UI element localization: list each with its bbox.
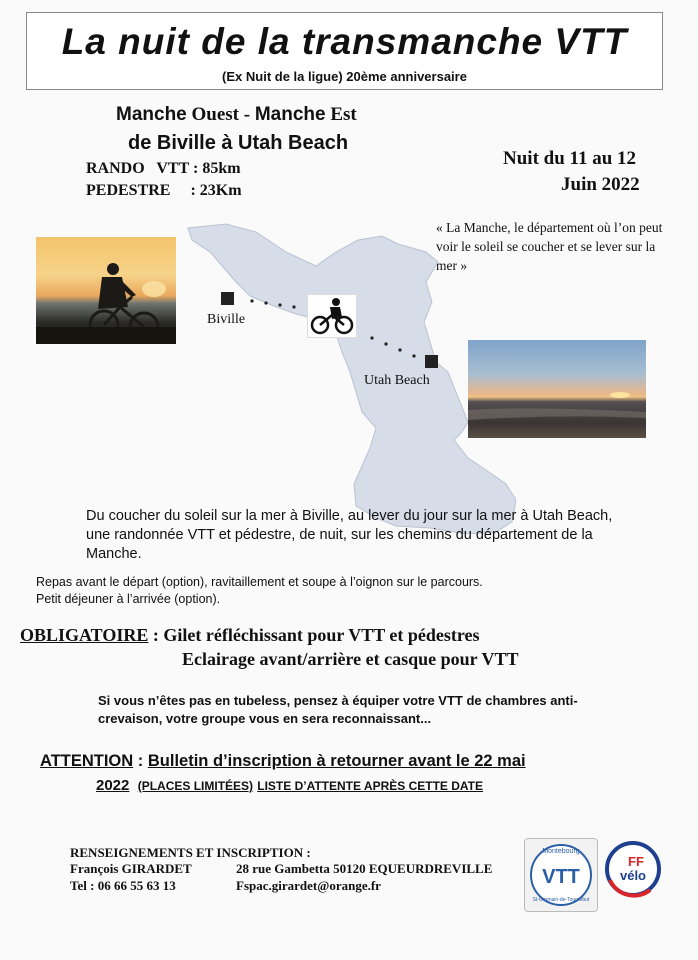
tubeless-advice: Si vous n’êtes pas en tubeless, pensez à équiper votre VTT de chambres anti-crevaison, votre groupe vous en sera reconnaissant... [98, 693, 578, 726]
sunrise-icon [468, 340, 646, 438]
obligatoire-text-1: : Gilet réfléchissant pour VTT et pédestres [148, 625, 480, 645]
sunset-cyclist-photo [36, 237, 176, 344]
pedestre-distance: PEDESTRE : 23Km [86, 182, 242, 199]
quote: « La Manche, le département où l’on peut voir le soleil se coucher et se lever sur la mer » [436, 220, 663, 273]
date-line-2: Juin 2022 [561, 174, 640, 195]
contact-tel: Tel : 06 66 55 63 13 [70, 878, 176, 893]
biville-label: Biville [207, 312, 246, 327]
route-line-1 [116, 104, 357, 126]
repas-line-2: Petit déjeuner à l’arrivée (option). [36, 592, 221, 606]
contact-name: François GIRARDET [70, 861, 192, 876]
utah-beach-marker [425, 355, 438, 368]
route-line-2: de Biville à Utah Beach [128, 132, 349, 154]
poster-subtitle: (Ex Nuit de la ligue) 20ème anniversaire [222, 69, 467, 84]
attention-line-2 [96, 777, 483, 794]
route-east-label: Est [325, 104, 357, 125]
repas-info [36, 574, 656, 608]
date-line-1: Nuit du 11 au 12 [503, 148, 637, 169]
club-main-text: VTT [542, 866, 580, 888]
repas-line-1: Repas avant le départ (option), ravitaillement et soupe à l’oignon sur le parcours. [36, 575, 483, 589]
description: Du coucher du soleil sur la mer à Biville, au lever du jour sur la mer à Utah Beach, une randonnée VTT et pédestre, de nuit, sur les chemins du département de la Manche. [86, 508, 613, 562]
obligatoire-line-1 [20, 625, 480, 646]
club-vtt-logo [524, 838, 598, 912]
attention-year: 2022 [96, 777, 130, 794]
attention-places: (PLACES LIMITÉES) [137, 779, 254, 793]
ff-velo-logo [604, 840, 662, 898]
route-manche-east: Manche [254, 104, 326, 125]
manche-department-shape [188, 224, 516, 534]
manche-map [186, 222, 516, 534]
contact-heading: RENSEIGNEMENTS ET INSCRIPTION : [70, 845, 311, 860]
utah-beach-label: Utah Beach [364, 373, 430, 388]
cyclist-silhouette-icon [36, 237, 176, 344]
contact-address: 28 rue Gambetta 50120 EQUEURDREVILLE [236, 861, 493, 876]
obligatoire-line-2: Eclairage avant/arrière et casque pour VTT [182, 649, 519, 669]
contact-email[interactable]: Fspac.girardet@orange.fr [236, 878, 381, 893]
rando-distance: RANDO VTT : 85km [86, 160, 241, 177]
ff-text: FF [628, 854, 644, 869]
attention-line-1 [40, 752, 526, 771]
club-top-text: Montebourg [542, 848, 580, 855]
obligatoire-label: OBLIGATOIRE [20, 625, 149, 645]
attention-label: ATTENTION [40, 752, 134, 770]
mountain-bike-icon [307, 294, 357, 338]
poster-title: La nuit de la transmanche VTT [61, 21, 628, 62]
route-manche-west: Manche [116, 104, 187, 125]
attention-waitlist: LISTE D’ATTENTE APRÈS CETTE DATE [257, 779, 484, 793]
biville-marker [221, 292, 234, 305]
attention-sep: : [133, 752, 148, 770]
title-box [26, 12, 663, 90]
velo-text: vélo [619, 868, 647, 883]
club-bottom-text: St-Germain-de-Tournebut [532, 897, 590, 903]
route-west-label: Ouest - [186, 104, 255, 125]
attention-text: Bulletin d’inscription à retourner avant le 22 mai [147, 752, 526, 770]
sunrise-beach-photo [468, 340, 646, 438]
